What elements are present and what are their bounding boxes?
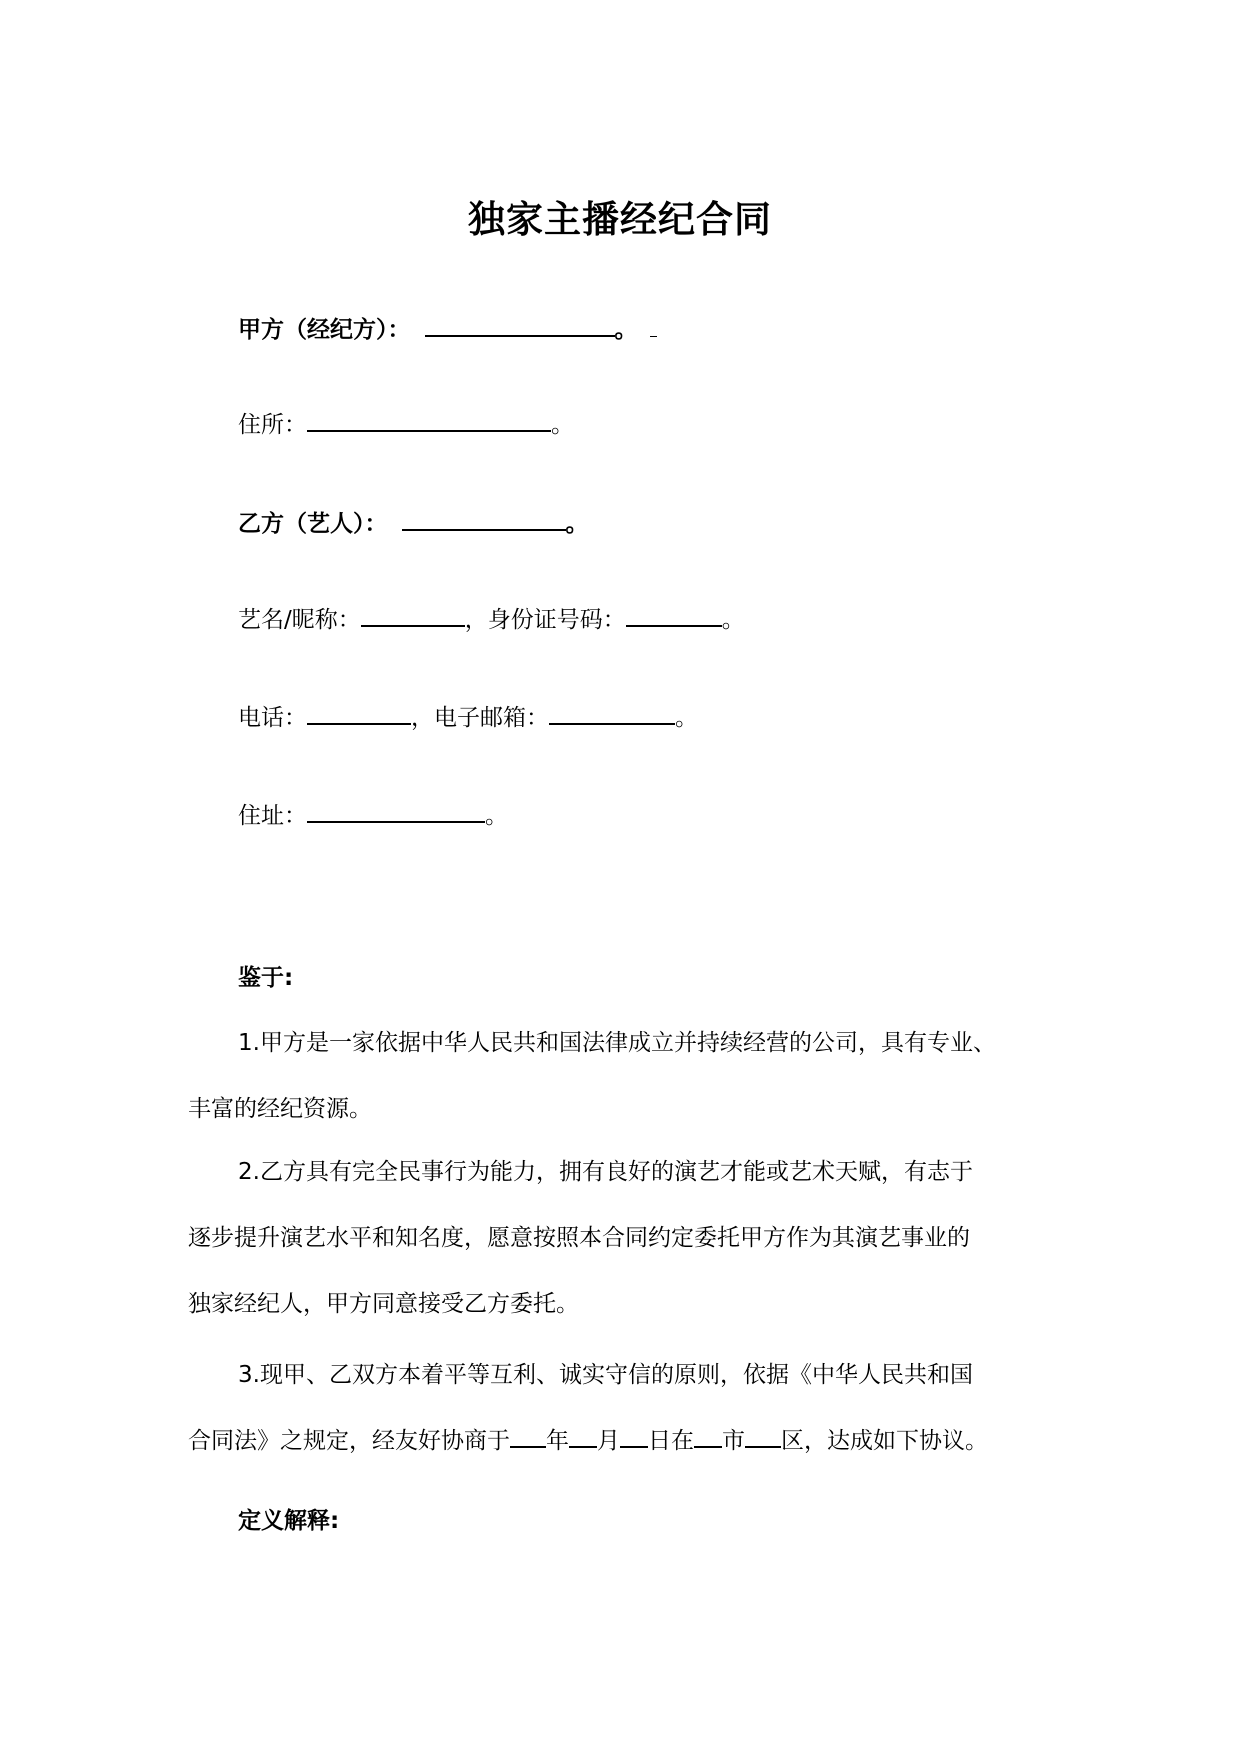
city-blank	[694, 1428, 722, 1448]
year-blank	[510, 1428, 546, 1448]
clause-1	[188, 1026, 1068, 1126]
address-b-end: 。	[485, 803, 508, 829]
clause-3-end: ，达成如下协议。	[804, 1428, 988, 1454]
id-number-label: ，身份证号码：	[464, 607, 626, 633]
clause-2	[188, 1155, 1068, 1321]
party-a-end: 。	[614, 317, 638, 343]
month-label: 月	[597, 1428, 620, 1454]
clause-2-line-1: 2.乙方具有完全民事行为能力，拥有良好的演艺才能或艺术天赋，有志于	[238, 1159, 973, 1185]
clause-3-line-2	[188, 1424, 1068, 1458]
id-number-blank	[626, 605, 722, 627]
phone-line	[238, 701, 698, 735]
clause-3-start: 合同法》之规定，经友好协商于	[188, 1428, 510, 1454]
clause-3-line-1: 3.现甲、乙双方本着平等互利、诚实守信的原则，依据《中华人民共和国	[238, 1362, 973, 1388]
address-a-end: 。	[551, 412, 574, 438]
party-a-blank	[425, 315, 615, 337]
city-label: 市	[722, 1428, 745, 1454]
address-a-line	[238, 408, 574, 442]
month-blank	[569, 1428, 597, 1448]
stage-name-blank	[361, 605, 465, 627]
stage-name-end: 。	[721, 607, 745, 633]
phone-end: 。	[675, 705, 698, 731]
clause-1-line-2: 丰富的经纪资源。	[188, 1096, 372, 1122]
party-a-label: 甲方（经纪方）：	[238, 317, 411, 343]
email-label: ，电子邮箱：	[411, 705, 549, 731]
clause-1-line-1: 1.甲方是一家依据中华人民共和国法律成立并持续经营的公司，具有专业、	[238, 1030, 996, 1056]
party-b-label: 乙方（艺人）：	[238, 511, 388, 537]
clause-3	[188, 1358, 1068, 1458]
address-b-blank	[307, 801, 485, 823]
address-b-line	[238, 799, 508, 833]
phone-blank	[307, 703, 411, 725]
clause-2-line-3: 独家经纪人，甲方同意接受乙方委托。	[188, 1291, 579, 1317]
district-label: 区	[781, 1428, 804, 1454]
year-label: 年	[546, 1428, 569, 1454]
email-blank	[549, 703, 675, 725]
party-a-line	[238, 313, 657, 347]
address-a-label: 住所：	[238, 412, 307, 438]
clause-2-line-2: 逐步提升演艺水平和知名度，愿意按照本合同约定委托甲方作为其演艺事业的	[188, 1225, 970, 1251]
document-title: 独家主播经纪合同	[468, 198, 772, 241]
stage-name-label: 艺名/昵称：	[238, 607, 361, 633]
day-label: 日在	[648, 1428, 694, 1454]
party-b-line	[238, 507, 589, 541]
phone-label: 电话：	[238, 705, 307, 731]
address-b-label: 住址：	[238, 803, 307, 829]
stage-name-line	[238, 603, 745, 637]
whereas-heading: 鉴于:	[238, 965, 294, 991]
party-a-mark	[650, 322, 657, 337]
district-blank	[745, 1428, 781, 1448]
address-a-blank	[307, 410, 551, 432]
party-b-end: 。	[565, 511, 589, 537]
day-blank	[620, 1428, 648, 1448]
definitions-heading: 定义解释:	[238, 1508, 340, 1534]
party-b-blank	[402, 509, 566, 531]
